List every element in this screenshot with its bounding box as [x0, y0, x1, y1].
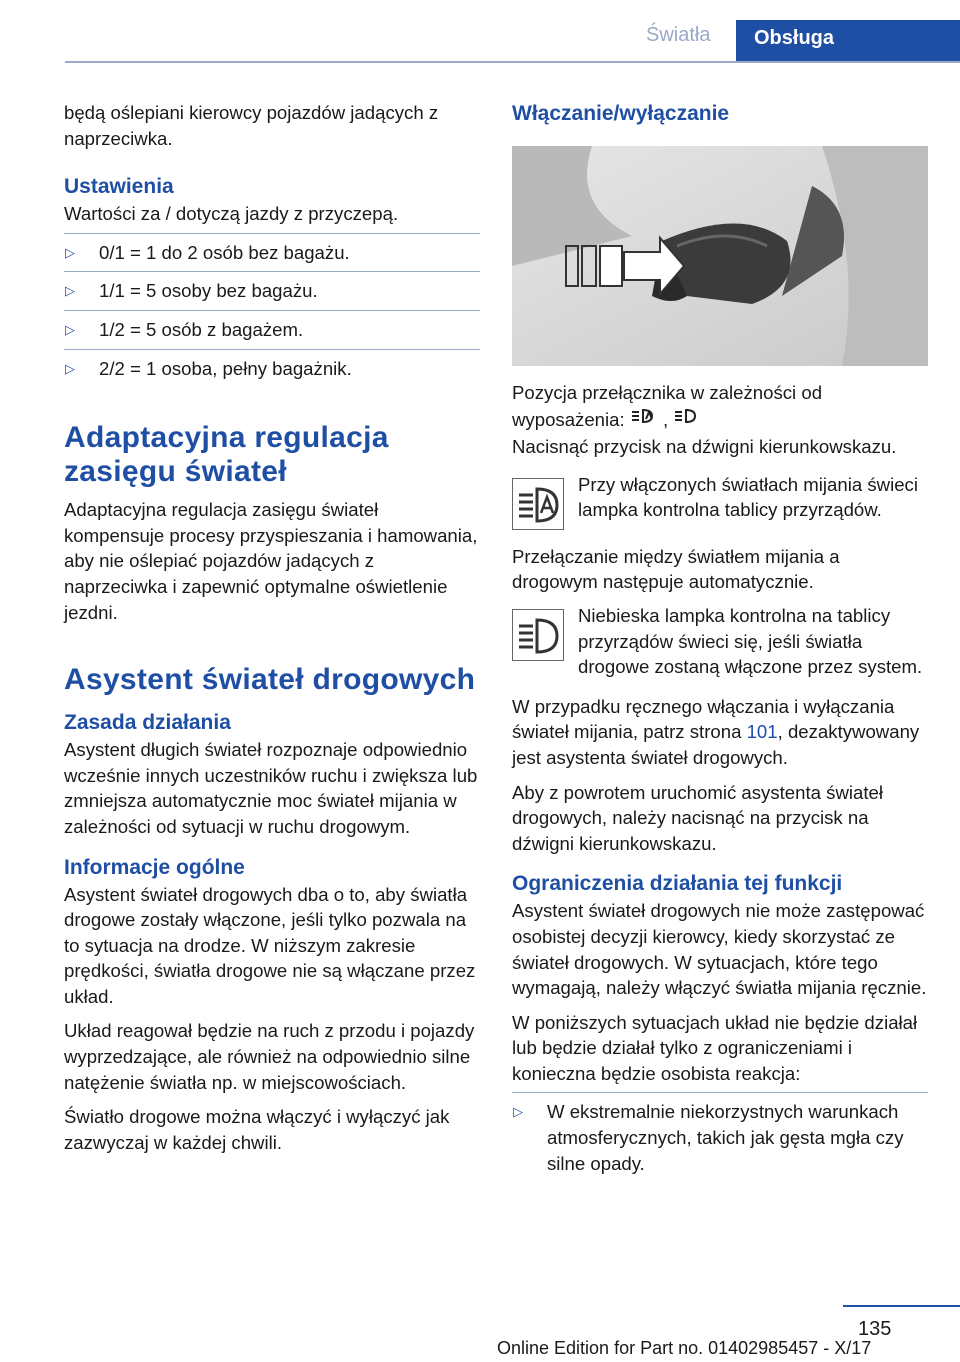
divider: [64, 233, 480, 234]
note-assist-text: Przy włączonych światłach mijania świeci lampka kontrolna tablicy przyrządów.: [578, 473, 918, 521]
info-text-3: Światło drogowe można włączyć i wyłączyć jak zazwyczaj w każdej chwili.: [64, 1106, 450, 1153]
info-text-1: Asystent świateł drogowych dba o to, aby światła drogowe zostały włączone, jeśli tylko pozwala na to sytuacja na drodze. W niższym zakresie prędkości, światła drogowe nie są włączane przez układ.: [64, 883, 476, 1007]
press-text: Nacisnąć przycisk na dźwigni kierunkowskazu.: [512, 436, 897, 458]
right-column: [512, 100, 928, 1176]
footer-edition: Online Edition for Part no. 01402985457 - X/17: [497, 1338, 872, 1358]
assist-heading: Asystent świateł drogowych: [64, 663, 476, 697]
zasada-heading: Zasada działania: [64, 711, 231, 735]
list-item: ▷ 2/2 = 1 osoba, pełny bagażnik.: [64, 356, 480, 382]
limits-list: [512, 1099, 928, 1176]
turn-signal-stalk-illustration: [512, 146, 928, 366]
header-rule: [65, 61, 960, 63]
note-highbeam-text: Niebieska lampka kontrolna na tablicy przyrządów świeci się, jeśli światła drogowe zostaną włączone przez system.: [578, 604, 923, 678]
ustawienia-heading: Ustawienia: [64, 175, 174, 199]
adaptive-text: Adaptacyjna regulacja zasięgu świateł kompensuje procesy przyspieszania i hamowania, aby nie oślepiać pojazdów jadących z naprzeciwka i zapewnić optymalne oświetlenie jezdni.: [64, 499, 478, 623]
limits-heading: Ograniczenia działania tej funkcji: [512, 872, 843, 896]
header-chapter: Obsługa: [736, 20, 960, 63]
list-item: ▷ W ekstremalnie niekorzystnych warunkach atmosferycznych, takich jak gęsta mgła czy silne opady.: [513, 1101, 904, 1174]
manual-text: W przypadku ręcznego włączania i wyłączania świateł mijania, patrz strona 101, dezaktywowany jest asystenta świateł drogowych.: [512, 695, 920, 768]
note-highbeam: [512, 603, 928, 680]
page-link[interactable]: 101: [746, 721, 778, 743]
zasada-text: Asystent długich świateł rozpoznaje odpowiednio wcześnie innych uczestników ruchu i zwiększa lub zmniejsza automatycznie moc świateł mijania w zależności od sytuacji w ruchu drogowym.: [64, 739, 478, 837]
info-text-2: Układ reagował będzie na ruch z przodu i pojazdy wyprzedzające, ale również na odpowiednio silne natężenie światła np. w miejscowościach.: [64, 1020, 475, 1093]
triangle-bullet-icon: ▷: [65, 244, 75, 260]
high-beam-assist-indicator-icon: [512, 478, 564, 530]
info-heading: Informacje ogólne: [64, 855, 245, 879]
adaptive-heading: Adaptacyjna regulacja zasięgu świateł: [64, 421, 389, 489]
divider: [64, 349, 480, 350]
triangle-bullet-icon: ▷: [513, 1104, 523, 1120]
high-beam-assist-icon: [630, 409, 658, 430]
high-beam-indicator-icon: [512, 609, 564, 661]
list-item: ▷ 1/2 = 5 osób z bagażem.: [64, 317, 480, 343]
stalk-photo: [512, 146, 928, 366]
list-item: ▷ 1/1 = 5 osoby bez bagażu.: [64, 278, 480, 304]
list-item: ▷ 0/1 = 1 do 2 osób bez bagażu.: [64, 240, 480, 266]
header-section: Światła: [646, 24, 711, 46]
intro-text: będą oślepiani kierowcy pojazdów jadących z naprzeciwka.: [64, 102, 439, 149]
onoff-heading: Włączanie/wyłączanie: [512, 102, 730, 125]
left-column: [64, 100, 480, 1155]
divider: [64, 271, 480, 272]
position-text: Pozycja przełącznika w zależności od wyposażenia: ,: [512, 382, 823, 430]
ustawienia-text: Wartości za / dotyczą jazdy z przyczepą.: [64, 203, 399, 225]
footer-rule: [843, 1305, 960, 1307]
divider: [64, 310, 480, 311]
triangle-bullet-icon: ▷: [65, 360, 75, 376]
limits-text-2: W poniższych sytuacjach układ nie będzie działał lub będzie działał tylko z ograniczeniami i konieczna będzie osobista reakcja:: [512, 1011, 918, 1084]
restart-text: Aby z powrotem uruchomić asystenta świateł drogowych, należy nacisnąć na przycisk na dźwigni kierunkowskazu.: [512, 781, 883, 854]
limits-text-1: Asystent świateł drogowych nie może zastępować osobistej decyzji kierowcy, kiedy skorzystać ze świateł drogowych. W sytuacjach, które tego wymagają, należy włączyć światła mijania ręcznie.: [512, 900, 927, 999]
switch-text: Przełączanie między światłem mijania a drogowym następuje automatycznie.: [512, 545, 840, 593]
divider: [512, 1092, 928, 1093]
triangle-bullet-icon: ▷: [65, 283, 75, 299]
note-assist: [512, 472, 928, 530]
ustawienia-list: [64, 240, 480, 381]
page-number: 135: [858, 1318, 892, 1340]
triangle-bullet-icon: ▷: [65, 321, 75, 337]
high-beam-icon: [673, 409, 701, 430]
